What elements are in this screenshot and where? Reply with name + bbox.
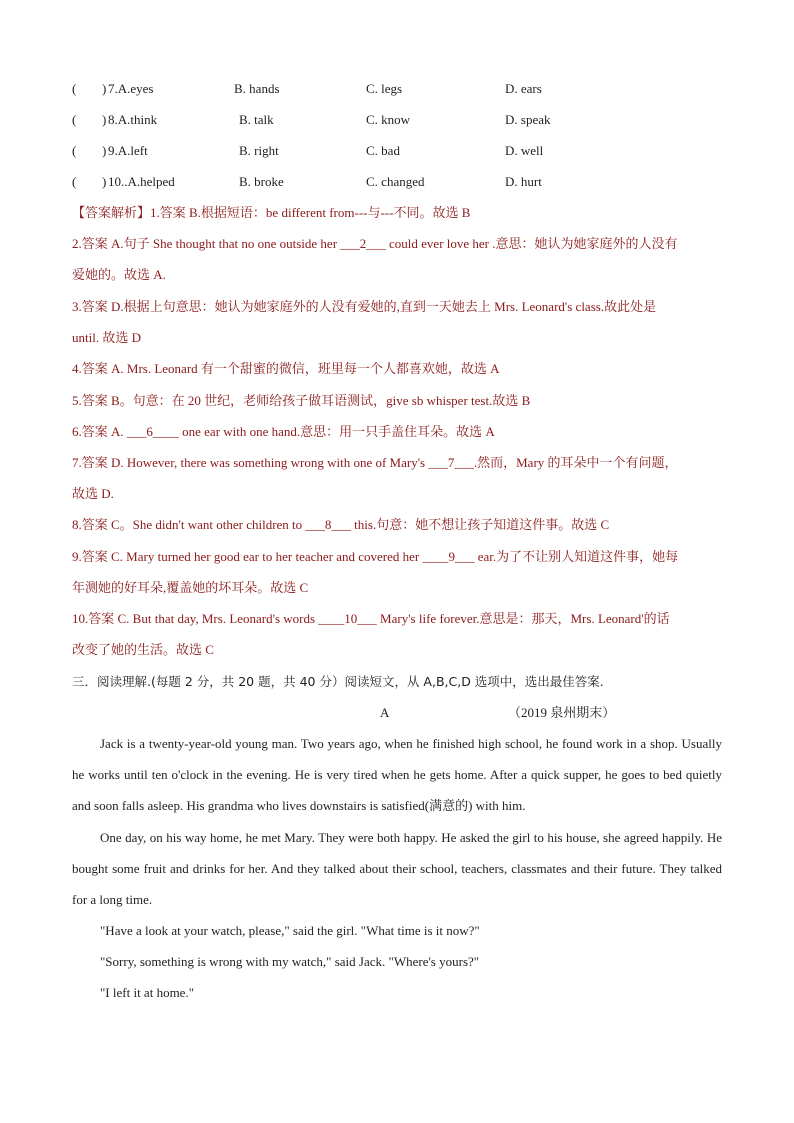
dialogue-line-2: "Sorry, something is wrong with my watch," said Jack. "Where's yours?" (100, 954, 480, 969)
option-d: D. ears (505, 81, 542, 96)
option-c: C. bad (366, 143, 400, 158)
answer-9-line2: 年测她的好耳朵,覆盖她的坏耳朵。故选 C (72, 580, 309, 595)
passage-letter: A (380, 705, 390, 720)
answer-paren-open: ( (72, 112, 77, 127)
answer-2-line1: 2.答案 A.句子 She thought that no one outside her ___2___ could ever love her .意思：她认为她家庭外的人没有 (72, 236, 678, 251)
answer-paren-close: ) (102, 143, 107, 158)
passage-paragraph-2: One day, on his way home, he met Mary. They were both happy. He asked the girl to his house, she agreed happily. He bought some fruit and drinks for her. And they talked about their school, teachers, classmates and their future. They talked for a long time. (72, 830, 722, 907)
answer-paren-open: ( (72, 174, 77, 189)
option-a: 7.A.eyes (108, 81, 154, 96)
answer-9-line1: 9.答案 C. Mary turned her good ear to her teacher and covered her ____9___ ear.为了不让别人知道这件事，她每 (72, 549, 679, 564)
answer-paren-close: ) (102, 81, 107, 96)
option-b: B. broke (239, 174, 284, 189)
answer-7-line1: 7.答案 D. However, there was something wrong with one of Mary's ___7___.然而，Mary 的耳朵中一个有问题， (72, 455, 678, 470)
dialogue-line-3: "I left it at home." (100, 985, 195, 1000)
answer-10-line2: 改变了她的生活。故选 C (72, 642, 214, 657)
option-a: 9.A.left (108, 143, 148, 158)
answer-2-line2: 爱她的。故选 A. (72, 267, 166, 282)
answer-paren-close: ) (102, 112, 107, 127)
answer-paren-open: ( (72, 143, 77, 158)
answer-7-line2: 故选 D. (72, 486, 114, 501)
answer-3-line2: until. 故选 D (72, 330, 141, 345)
answer-6: 6.答案 A. ___6____ one ear with one hand.意思：用一只手盖住耳朵。故选 A (72, 424, 495, 439)
answer-section-label: 【答案解析】 (72, 205, 151, 220)
option-c: C. legs (366, 81, 403, 96)
passage-source: （2019 泉州期末） (508, 705, 616, 720)
answer-5: 5.答案 B。句意：在 20 世纪，老师给孩子做耳语测试，give sb whisper test.故选 B (72, 393, 531, 408)
option-c: C. changed (366, 174, 425, 189)
answer-paren-open: ( (72, 81, 77, 96)
option-c: C. know (366, 112, 411, 127)
answer-3-line1: 3.答案 D.根据上句意思：她认为她家庭外的人没有爱她的,直到一天她去上 Mrs. Leonard's class.故此处是 (72, 299, 657, 314)
answer-10-line1: 10.答案 C. But that day, Mrs. Leonard's words ____10___ Mary's life forever.意思是：那天，Mrs. Leonard'的话 (72, 611, 670, 626)
option-b: B. right (239, 143, 279, 158)
dialogue-line-1: "Have a look at your watch, please," said the girl. "What time is it now?" (100, 923, 480, 938)
option-b: B. talk (239, 112, 274, 127)
answer-1-text: 1.答案 B.根据短语：be different from---与---不同。故选 B (150, 205, 471, 220)
option-d: D. speak (505, 112, 551, 127)
passage-paragraph-1: Jack is a twenty-year-old young man. Two years ago, when he finished high school, he found work in a shop. Usually he works until ten o'clock in the evening. He is very tired when he gets home. After a quick supper, he goes to bed quietly and soon falls asleep. His grandma who lives downstairs is satisfied(满意的) with him. (72, 736, 722, 813)
option-d: D. well (505, 143, 544, 158)
answer-paren-close: ) (102, 174, 107, 189)
section-heading: 三．阅读理解.(每题 2 分，共 20 题，共 40 分）阅读短文，从 A,B,C,D 选项中，选出最佳答案. (72, 674, 604, 689)
option-b: B. hands (234, 81, 280, 96)
option-a: 8.A.think (108, 112, 158, 127)
answer-8: 8.答案 C。She didn't want other children to ___8___ this.句意：她不想让孩子知道这件事。故选 C (72, 517, 610, 532)
answer-1 (72, 205, 470, 221)
answer-4: 4.答案 A. Mrs. Leonard 有一个甜蜜的微信，班里每一个人都喜欢她，故选 A (72, 361, 500, 376)
option-a: 10..A.helped (108, 174, 175, 189)
option-d: D. hurt (505, 174, 542, 189)
